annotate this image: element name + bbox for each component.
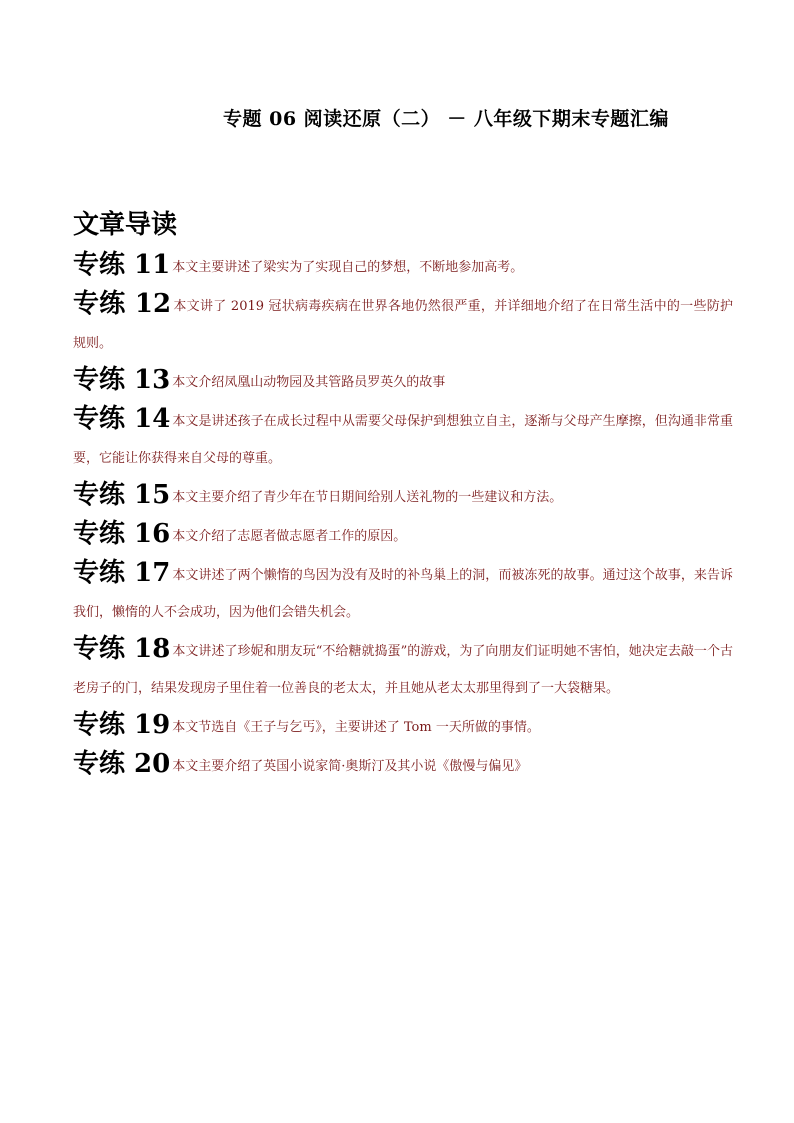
entry-description: 本文讲了 2019 冠状病毒疾病在世界各地仍然很严重，并详细地介绍了在日常生活中的一些防护规则。 bbox=[73, 299, 734, 351]
list-item bbox=[73, 362, 733, 401]
list-item bbox=[73, 286, 733, 362]
list-item bbox=[73, 401, 733, 477]
list-item bbox=[73, 555, 733, 631]
list-item bbox=[73, 247, 733, 286]
list-item bbox=[73, 516, 733, 555]
entry-description: 本文主要介绍了英国小说家简·奥斯汀及其小说《傲慢与偏见》 bbox=[172, 759, 528, 774]
entry-description: 本文介绍了志愿者做志愿者工作的原因。 bbox=[172, 529, 407, 544]
section-heading: 文章导读 bbox=[73, 210, 178, 240]
entry-description: 本文介绍凤凰山动物园及其管路员罗英久的故事 bbox=[172, 375, 446, 390]
entry-description: 本文讲述了珍妮和朋友玩“不给糖就捣蛋”的游戏，为了向朋友们证明她不害怕，她决定去敲一个古老房子的门，结果发现房子里住着一位善良的老太太，并且她从老太太那里得到了一大袋糖果。 bbox=[73, 644, 733, 696]
entry-label: 专练 14 bbox=[73, 404, 171, 434]
document-title: 专题 06 阅读还原（二） － 八年级下期末专题汇编 bbox=[223, 108, 669, 130]
entry-label: 专练 20 bbox=[73, 749, 171, 779]
entry-label: 专练 19 bbox=[73, 710, 171, 740]
entry-label: 专练 15 bbox=[73, 480, 171, 510]
list-item bbox=[73, 631, 733, 707]
entry-description: 本文节选自《王子与乞丐》，主要讲述了 Tom 一天所做的事情。 bbox=[172, 720, 540, 735]
entry-label: 专练 12 bbox=[73, 289, 172, 319]
entry-list bbox=[73, 247, 733, 785]
entry-description: 本文主要讲述了梁实为了实现自己的梦想，不断地参加高考。 bbox=[172, 260, 524, 275]
entry-label: 专练 17 bbox=[73, 558, 171, 588]
list-item bbox=[73, 746, 733, 785]
entry-description: 本文主要介绍了青少年在节日期间给别人送礼物的一些建议和方法。 bbox=[172, 490, 563, 505]
entry-description: 本文讲述了两个懒惰的鸟因为没有及时的补鸟巢上的洞，而被冻死的故事。通过这个故事，来告诉我们，懒惰的人不会成功，因为他们会错失机会。 bbox=[73, 568, 733, 620]
list-item bbox=[73, 477, 733, 516]
entry-label: 专练 11 bbox=[73, 250, 171, 280]
entry-label: 专练 13 bbox=[73, 365, 171, 395]
entry-label: 专练 16 bbox=[73, 519, 171, 549]
entry-label: 专练 18 bbox=[73, 634, 171, 664]
list-item bbox=[73, 707, 733, 746]
entry-description: 本文是讲述孩子在成长过程中从需要父母保护到想独立自主，逐渐与父母产生摩擦，但沟通非常重要，它能让你获得来自父母的尊重。 bbox=[73, 414, 733, 466]
